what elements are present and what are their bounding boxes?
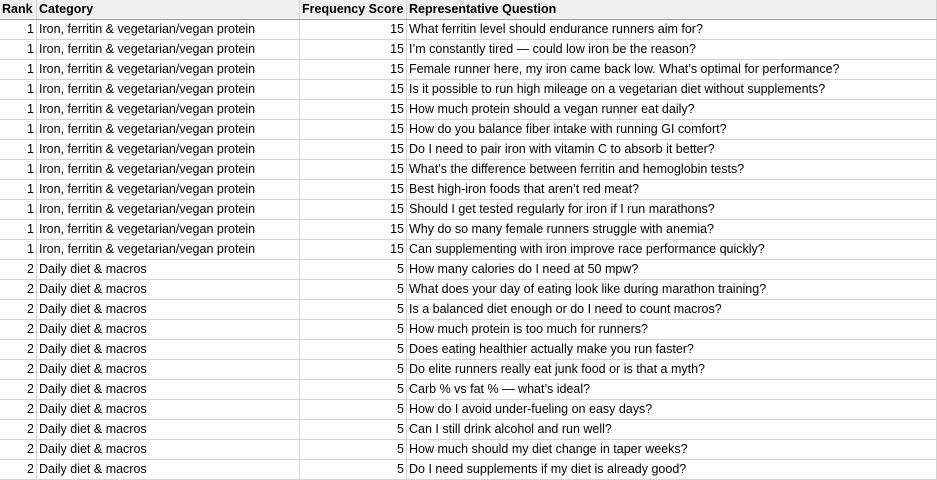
cell-representative-question[interactable]: Can supplementing with iron improve race performance quickly? <box>407 240 937 260</box>
cell-representative-question[interactable]: I’m constantly tired — could low iron be the reason? <box>407 40 937 60</box>
cell-rank[interactable]: 2 <box>0 340 37 360</box>
table-row <box>0 140 937 160</box>
cell-representative-question[interactable]: Best high-iron foods that aren’t red meat? <box>407 180 937 200</box>
header-rank[interactable]: Rank <box>0 0 37 20</box>
cell-category[interactable]: Daily diet & macros <box>37 360 300 380</box>
table-row <box>0 160 937 180</box>
cell-representative-question[interactable]: Do I need supplements if my diet is already good? <box>407 460 937 480</box>
cell-category[interactable]: Daily diet & macros <box>37 440 300 460</box>
cell-category[interactable]: Iron, ferritin & vegetarian/vegan protein <box>37 100 300 120</box>
cell-category[interactable]: Iron, ferritin & vegetarian/vegan protein <box>37 240 300 260</box>
cell-representative-question[interactable]: Why do so many female runners struggle with anemia? <box>407 220 937 240</box>
cell-frequency-score[interactable]: 5 <box>300 400 407 420</box>
table-row <box>0 260 937 280</box>
table-row <box>0 200 937 220</box>
cell-rank[interactable]: 2 <box>0 420 37 440</box>
cell-rank[interactable]: 1 <box>0 180 37 200</box>
table-row <box>0 320 937 340</box>
cell-frequency-score[interactable]: 15 <box>300 80 407 100</box>
cell-rank[interactable]: 1 <box>0 200 37 220</box>
cell-category[interactable]: Daily diet & macros <box>37 260 300 280</box>
table-row <box>0 40 937 60</box>
cell-representative-question[interactable]: Is a balanced diet enough or do I need to count macros? <box>407 300 937 320</box>
cell-frequency-score[interactable]: 15 <box>300 100 407 120</box>
header-category[interactable]: Category <box>37 0 300 20</box>
cell-category[interactable]: Daily diet & macros <box>37 320 300 340</box>
table-row <box>0 440 937 460</box>
table-row <box>0 280 937 300</box>
table-row <box>0 120 937 140</box>
cell-category[interactable]: Iron, ferritin & vegetarian/vegan protein <box>37 220 300 240</box>
cell-category[interactable]: Iron, ferritin & vegetarian/vegan protein <box>37 20 300 40</box>
cell-category[interactable]: Iron, ferritin & vegetarian/vegan protein <box>37 40 300 60</box>
cell-frequency-score[interactable]: 5 <box>300 360 407 380</box>
cell-frequency-score[interactable]: 5 <box>300 460 407 480</box>
cell-frequency-score[interactable]: 15 <box>300 40 407 60</box>
cell-representative-question[interactable]: Does eating healthier actually make you run faster? <box>407 340 937 360</box>
cell-rank[interactable]: 2 <box>0 260 37 280</box>
cell-representative-question[interactable]: Is it possible to run high mileage on a vegetarian diet without supplements? <box>407 80 937 100</box>
cell-category[interactable]: Iron, ferritin & vegetarian/vegan protein <box>37 80 300 100</box>
cell-rank[interactable]: 2 <box>0 380 37 400</box>
cell-rank[interactable]: 2 <box>0 280 37 300</box>
cell-representative-question[interactable]: What’s the difference between ferritin and hemoglobin tests? <box>407 160 937 180</box>
cell-frequency-score[interactable]: 5 <box>300 380 407 400</box>
table-row <box>0 240 937 260</box>
cell-frequency-score[interactable]: 15 <box>300 200 407 220</box>
cell-representative-question[interactable]: Carb % vs fat % — what’s ideal? <box>407 380 937 400</box>
table-row <box>0 380 937 400</box>
table-row <box>0 220 937 240</box>
cell-rank[interactable]: 1 <box>0 20 37 40</box>
header-representative-question[interactable]: Representative Question <box>407 0 937 20</box>
table-row <box>0 100 937 120</box>
cell-rank[interactable]: 1 <box>0 240 37 260</box>
cell-representative-question[interactable]: Do elite runners really eat junk food or is that a myth? <box>407 360 937 380</box>
cell-representative-question[interactable]: How many calories do I need at 50 mpw? <box>407 260 937 280</box>
cell-rank[interactable]: 1 <box>0 40 37 60</box>
cell-frequency-score[interactable]: 5 <box>300 420 407 440</box>
table-row <box>0 60 937 80</box>
cell-category[interactable]: Daily diet & macros <box>37 400 300 420</box>
cell-representative-question[interactable]: Should I get tested regularly for iron if I run marathons? <box>407 200 937 220</box>
cell-representative-question[interactable]: How much protein should a vegan runner eat daily? <box>407 100 937 120</box>
cell-representative-question[interactable]: Do I need to pair iron with vitamin C to absorb it better? <box>407 140 937 160</box>
table-row <box>0 460 937 480</box>
cell-rank[interactable]: 1 <box>0 220 37 240</box>
cell-rank[interactable]: 2 <box>0 400 37 420</box>
cell-representative-question[interactable]: How much should my diet change in taper weeks? <box>407 440 937 460</box>
cell-category[interactable]: Daily diet & macros <box>37 380 300 400</box>
cell-category[interactable]: Daily diet & macros <box>37 300 300 320</box>
table-row <box>0 340 937 360</box>
cell-rank[interactable]: 2 <box>0 360 37 380</box>
cell-rank[interactable]: 1 <box>0 140 37 160</box>
table-row <box>0 20 937 40</box>
cell-category[interactable]: Iron, ferritin & vegetarian/vegan protein <box>37 180 300 200</box>
cell-rank[interactable]: 2 <box>0 460 37 480</box>
cell-rank[interactable]: 2 <box>0 440 37 460</box>
cell-frequency-score[interactable]: 15 <box>300 180 407 200</box>
table-row <box>0 420 937 440</box>
cell-rank[interactable]: 2 <box>0 300 37 320</box>
table-row <box>0 300 937 320</box>
cell-rank[interactable]: 1 <box>0 100 37 120</box>
cell-category[interactable]: Iron, ferritin & vegetarian/vegan protein <box>37 160 300 180</box>
header-frequency-score[interactable]: Frequency Score <box>300 0 407 20</box>
cell-rank[interactable]: 1 <box>0 160 37 180</box>
table-row <box>0 400 937 420</box>
cell-category[interactable]: Daily diet & macros <box>37 340 300 360</box>
cell-representative-question[interactable]: Female runner here, my iron came back low. What’s optimal for performance? <box>407 60 937 80</box>
cell-category[interactable]: Iron, ferritin & vegetarian/vegan protein <box>37 120 300 140</box>
cell-frequency-score[interactable]: 5 <box>300 340 407 360</box>
table-row <box>0 80 937 100</box>
cell-category[interactable]: Iron, ferritin & vegetarian/vegan protein <box>37 140 300 160</box>
cell-representative-question[interactable]: What does your day of eating look like during marathon training? <box>407 280 937 300</box>
cell-rank[interactable]: 2 <box>0 320 37 340</box>
cell-category[interactable]: Daily diet & macros <box>37 280 300 300</box>
cell-rank[interactable]: 1 <box>0 120 37 140</box>
cell-category[interactable]: Daily diet & macros <box>37 460 300 480</box>
cell-frequency-score[interactable]: 15 <box>300 60 407 80</box>
cell-category[interactable]: Iron, ferritin & vegetarian/vegan protein <box>37 200 300 220</box>
cell-rank[interactable]: 1 <box>0 80 37 100</box>
cell-frequency-score[interactable]: 15 <box>300 160 407 180</box>
cell-frequency-score[interactable]: 15 <box>300 20 407 40</box>
cell-representative-question[interactable]: How much protein is too much for runners? <box>407 320 937 340</box>
cell-frequency-score[interactable]: 15 <box>300 120 407 140</box>
header-row <box>0 0 937 20</box>
table-row <box>0 360 937 380</box>
cell-frequency-score[interactable]: 5 <box>300 440 407 460</box>
cell-frequency-score[interactable]: 15 <box>300 220 407 240</box>
cell-category[interactable]: Iron, ferritin & vegetarian/vegan protein <box>37 60 300 80</box>
cell-frequency-score[interactable]: 15 <box>300 140 407 160</box>
cell-representative-question[interactable]: How do I avoid under-fueling on easy days? <box>407 400 937 420</box>
cell-rank[interactable]: 1 <box>0 60 37 80</box>
cell-frequency-score[interactable]: 5 <box>300 300 407 320</box>
cell-representative-question[interactable]: Can I still drink alcohol and run well? <box>407 420 937 440</box>
cell-representative-question[interactable]: How do you balance fiber intake with running GI comfort? <box>407 120 937 140</box>
cell-category[interactable]: Daily diet & macros <box>37 420 300 440</box>
table-row <box>0 180 937 200</box>
cell-frequency-score[interactable]: 5 <box>300 260 407 280</box>
cell-frequency-score[interactable]: 15 <box>300 240 407 260</box>
cell-frequency-score[interactable]: 5 <box>300 280 407 300</box>
cell-representative-question[interactable]: What ferritin level should endurance runners aim for? <box>407 20 937 40</box>
cell-frequency-score[interactable]: 5 <box>300 320 407 340</box>
